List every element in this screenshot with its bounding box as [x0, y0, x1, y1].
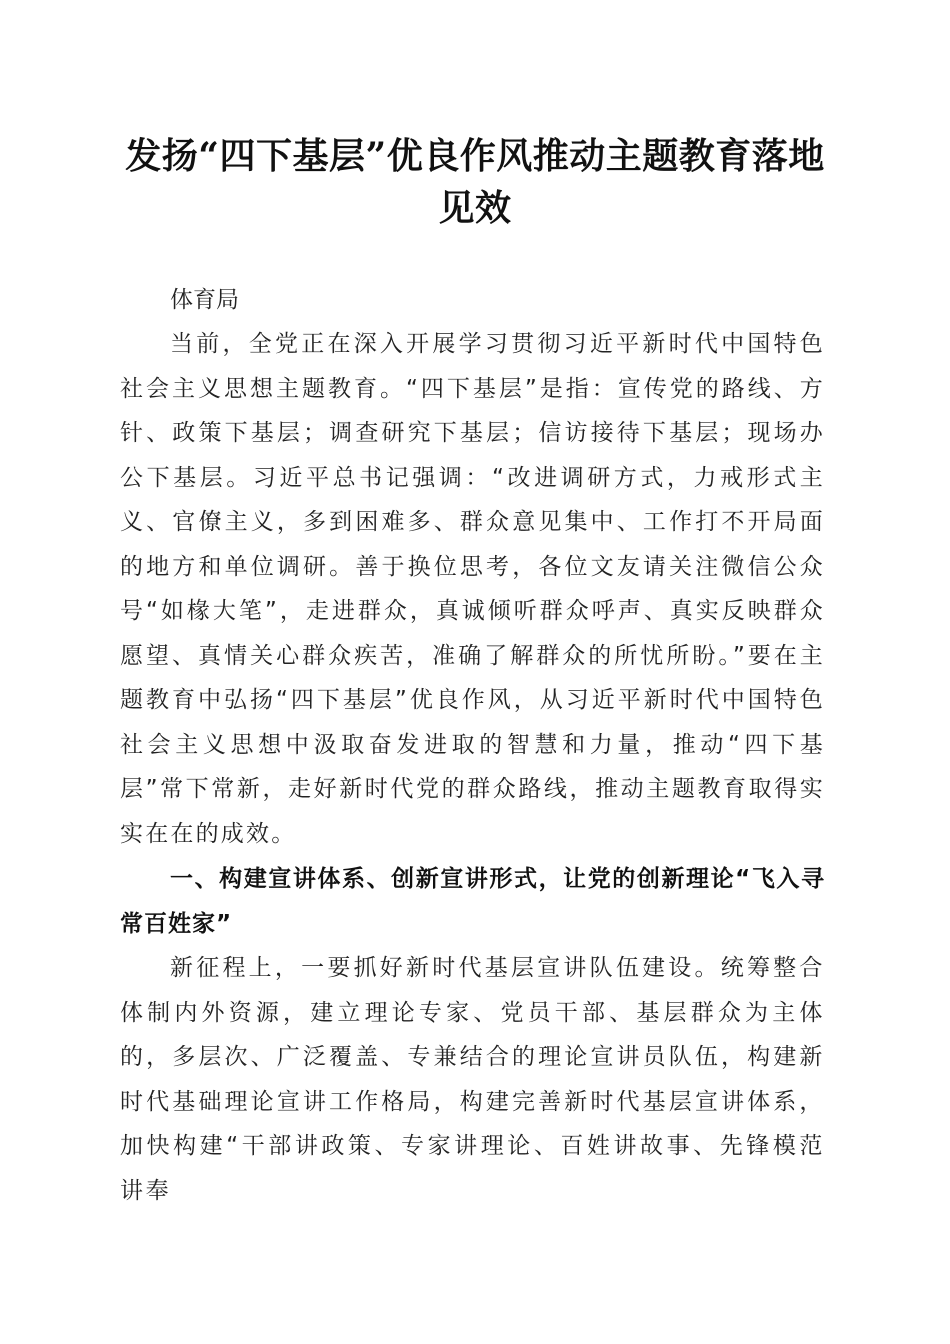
body-paragraph: 当前，全党正在深入开展学习贯彻习近平新时代中国特色社会主义思想主题教育。“四下基层”是指：宣传党的路线、方针、政策下基层；调查研究下基层；信访接待下基层；现场办公下基层。习近平总书记强调：“改进调研方式，力戒形式主义、官僚主义，多到困难多、群众意见集中、工作打不开局面的地方和单位调研。善于换位思考，各位文友请关注微信公众号“如椽大笔”，走进群众，真诚倾听群众呼声、真实反映群众愿望、真情关心群众疾苦，准确了解群众的所忧所盼。”要在主题教育中弘扬“四下基层”优良作风，从习近平新时代中国特色社会主义思想中汲取奋发进取的智慧和力量，推动“四下基层”常下常新，走好新时代党的群众路线，推动主题教育取得实实在在的成效。	[120, 331, 825, 847]
section-heading: 一、构建宣讲体系、创新宣讲形式，让党的创新理论“飞入寻常百姓家”	[120, 866, 825, 937]
body-paragraph: 新征程上，一要抓好新时代基层宣讲队伍建设。统筹整合体制内外资源，建立理论专家、党员干部、基层群众为主体的，多层次、广泛覆盖、专兼结合的理论宣讲员队伍，构建新时代基础理论宣讲工作格局，构建完善新时代基层宣讲体系，加快构建“干部讲政策、专家讲理论、百姓讲故事、先锋模范讲奉	[120, 955, 825, 1204]
author-line: 体育局	[170, 287, 239, 313]
document-title: 发扬“四下基层”优良作风推动主题教育落地见效	[125, 135, 825, 229]
